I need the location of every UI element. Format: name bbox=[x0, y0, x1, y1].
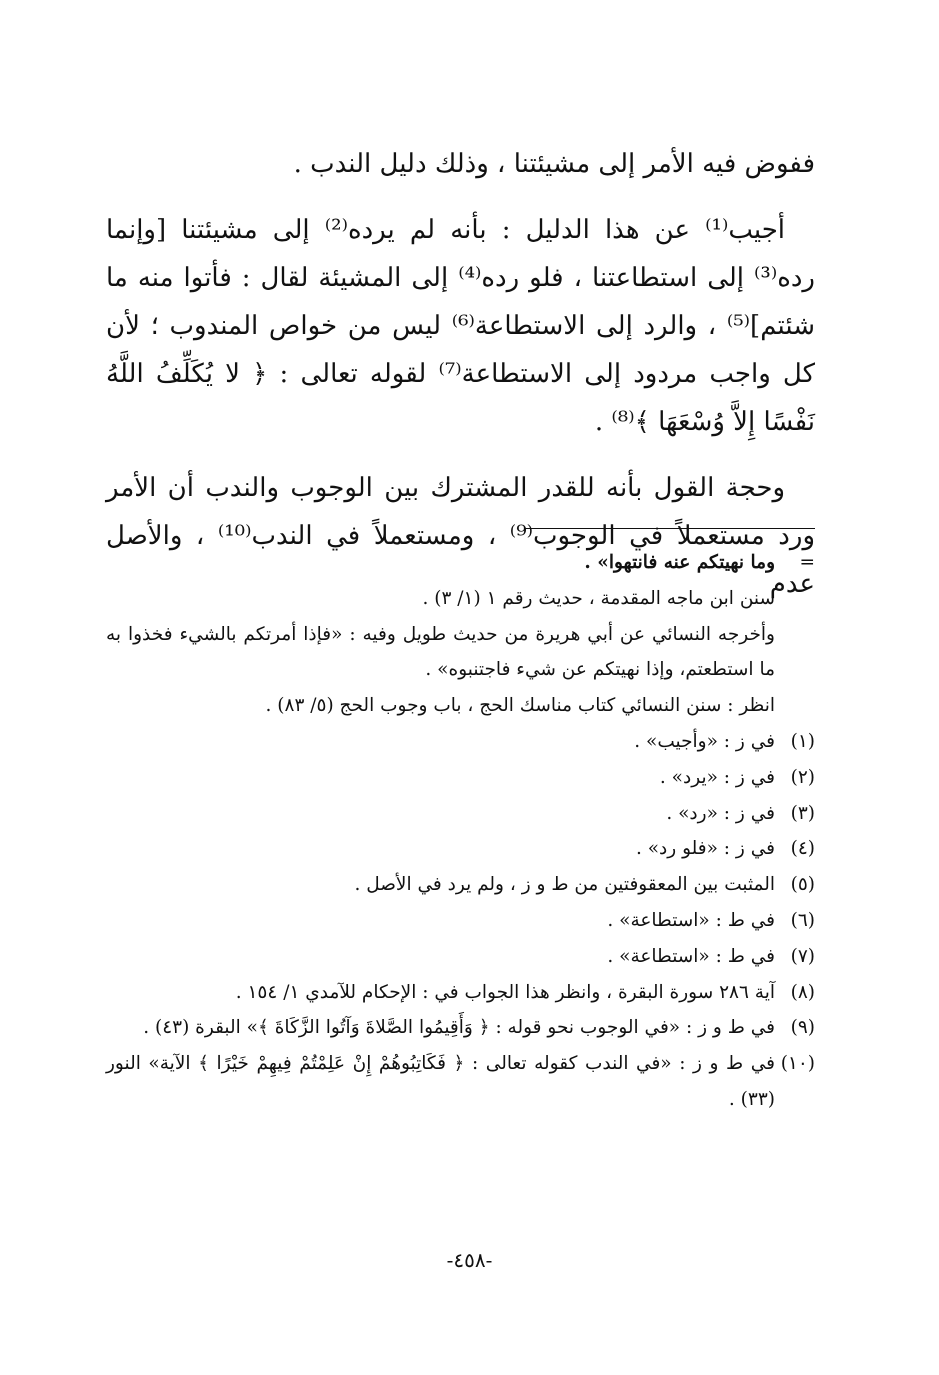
footnote-number: (٤) bbox=[790, 838, 815, 860]
paragraph-2: أجيب⁽¹⁾ عن هذا الدليل : بأنه لم يرده⁽²⁾ إلى مشيئتنا [وإنما رده⁽³⁾ إلى استطاعتنا ، فلو رده⁽⁴⁾ إلى المشيئة لقال : فأتوا منه ما شئتم]⁽⁵⁾ ، والرد إلى الاستطاعة⁽⁶⁾ ليس من خواص المندوب ؛ لأن كل واجب مردود إلى الاستطاعة⁽⁷⁾ لقوله تعالى : ﴿ لا يُكَلِّفُ اللَّهُ نَفْسًا إِلاَّ وُسْعَهَا ﴾⁽⁸⁾ . bbox=[106, 215, 815, 437]
footnote-text: وأخرجه النسائي عن أبي هريرة من حديث طويل وفيه : «فإذا أمرتكم بالشيء فخذوا به ما استطعتم، وإذا نهيتكم عن شيء فاجتنبوه» . bbox=[106, 623, 775, 681]
footnote-number: (٩) bbox=[790, 1017, 815, 1039]
footnote-item bbox=[106, 1046, 815, 1118]
footnote-text: في ز : «يرد» . bbox=[659, 766, 775, 788]
paragraph-3: وحجة القول بأنه للقدر المشترك بين الوجوب والندب أن الأمر ورد مستعملاً في الوجوب⁽⁹⁾ ، ومستعملاً في الندب⁽¹⁰⁾ ، والأصل عدم bbox=[106, 473, 815, 599]
footnote-text: المثبت بين المعقوفتين من ط و ز ، ولم يرد في الأصل . bbox=[354, 874, 775, 896]
footnote-text: في ط : «استطاعة» . bbox=[607, 945, 775, 967]
footnote-text: سنن ابن ماجه المقدمة ، حديث رقم ١ (١/ ٣) . bbox=[422, 587, 775, 609]
footnote-continuation-line bbox=[106, 581, 815, 617]
footnote-text: في ز : «رد» . bbox=[666, 802, 775, 824]
footnote-number: (١) bbox=[790, 730, 815, 752]
footnotes bbox=[106, 545, 815, 1118]
footnote-number: (١٠) bbox=[780, 1053, 815, 1075]
footnote-number: (٣) bbox=[790, 802, 815, 824]
footnote-continuation-line bbox=[106, 688, 815, 724]
footnote-text: في ط و ز : «في الوجوب نحو قوله : ﴿ وَأَقِيمُوا الصَّلاةَ وَآتُوا الزَّكَاةَ ﴾» البقرة (٤٣) . bbox=[143, 1017, 775, 1039]
footnote-text: وما نهيتكم عنه فانتهوا» . bbox=[584, 552, 775, 573]
footnote-text: في ط : «استطاعة» . bbox=[607, 909, 775, 931]
footnote-item bbox=[106, 724, 815, 760]
footnote-item bbox=[106, 975, 815, 1011]
paragraph-1: ففوض فيه الأمر إلى مشيئتنا ، وذلك دليل الندب . bbox=[293, 149, 815, 179]
footnote-number: (٥) bbox=[790, 874, 815, 896]
footnote-item bbox=[106, 867, 815, 903]
footnote-item bbox=[106, 796, 815, 832]
footnote-item bbox=[106, 903, 815, 939]
footnote-number: (٨) bbox=[790, 981, 815, 1003]
footnote-text: في ز : «وأجيب» . bbox=[634, 730, 775, 752]
footnote-continuation-line bbox=[106, 617, 815, 689]
footnote-item bbox=[106, 939, 815, 975]
footnote-text: آية ٢٨٦ سورة البقرة ، وانظر هذا الجواب في : الإحكام للآمدي ١/ ١٥٤ . bbox=[235, 981, 775, 1003]
footnote-item bbox=[106, 831, 815, 867]
footnote-marker: = bbox=[799, 552, 815, 573]
footnote-item bbox=[106, 760, 815, 796]
page-number: -٤٥٨- bbox=[446, 1248, 493, 1272]
footnote-continuation-line bbox=[106, 545, 815, 581]
footnote-text: في ز : «فلو رد» . bbox=[635, 838, 775, 860]
footnote-text: في ط و ز : «في الندب كقوله تعالى : ﴿ فَكَاتِبُوهُمْ إِنْ عَلِمْتُمْ فِيهِمْ خَيْرًا ﴾ الآية» النور (٣٣) . bbox=[106, 1053, 775, 1110]
footnote-separator bbox=[525, 528, 815, 529]
footnote-number: (٦) bbox=[790, 909, 815, 931]
footnote-number: (٢) bbox=[790, 766, 815, 788]
footnote-text: انظر : سنن النسائي كتاب مناسك الحج ، باب وجوب الحج (٥/ ٨٣) . bbox=[265, 695, 775, 717]
footnote-item bbox=[106, 1010, 815, 1046]
main-text bbox=[106, 140, 815, 608]
footnote-number: (٧) bbox=[790, 945, 815, 967]
